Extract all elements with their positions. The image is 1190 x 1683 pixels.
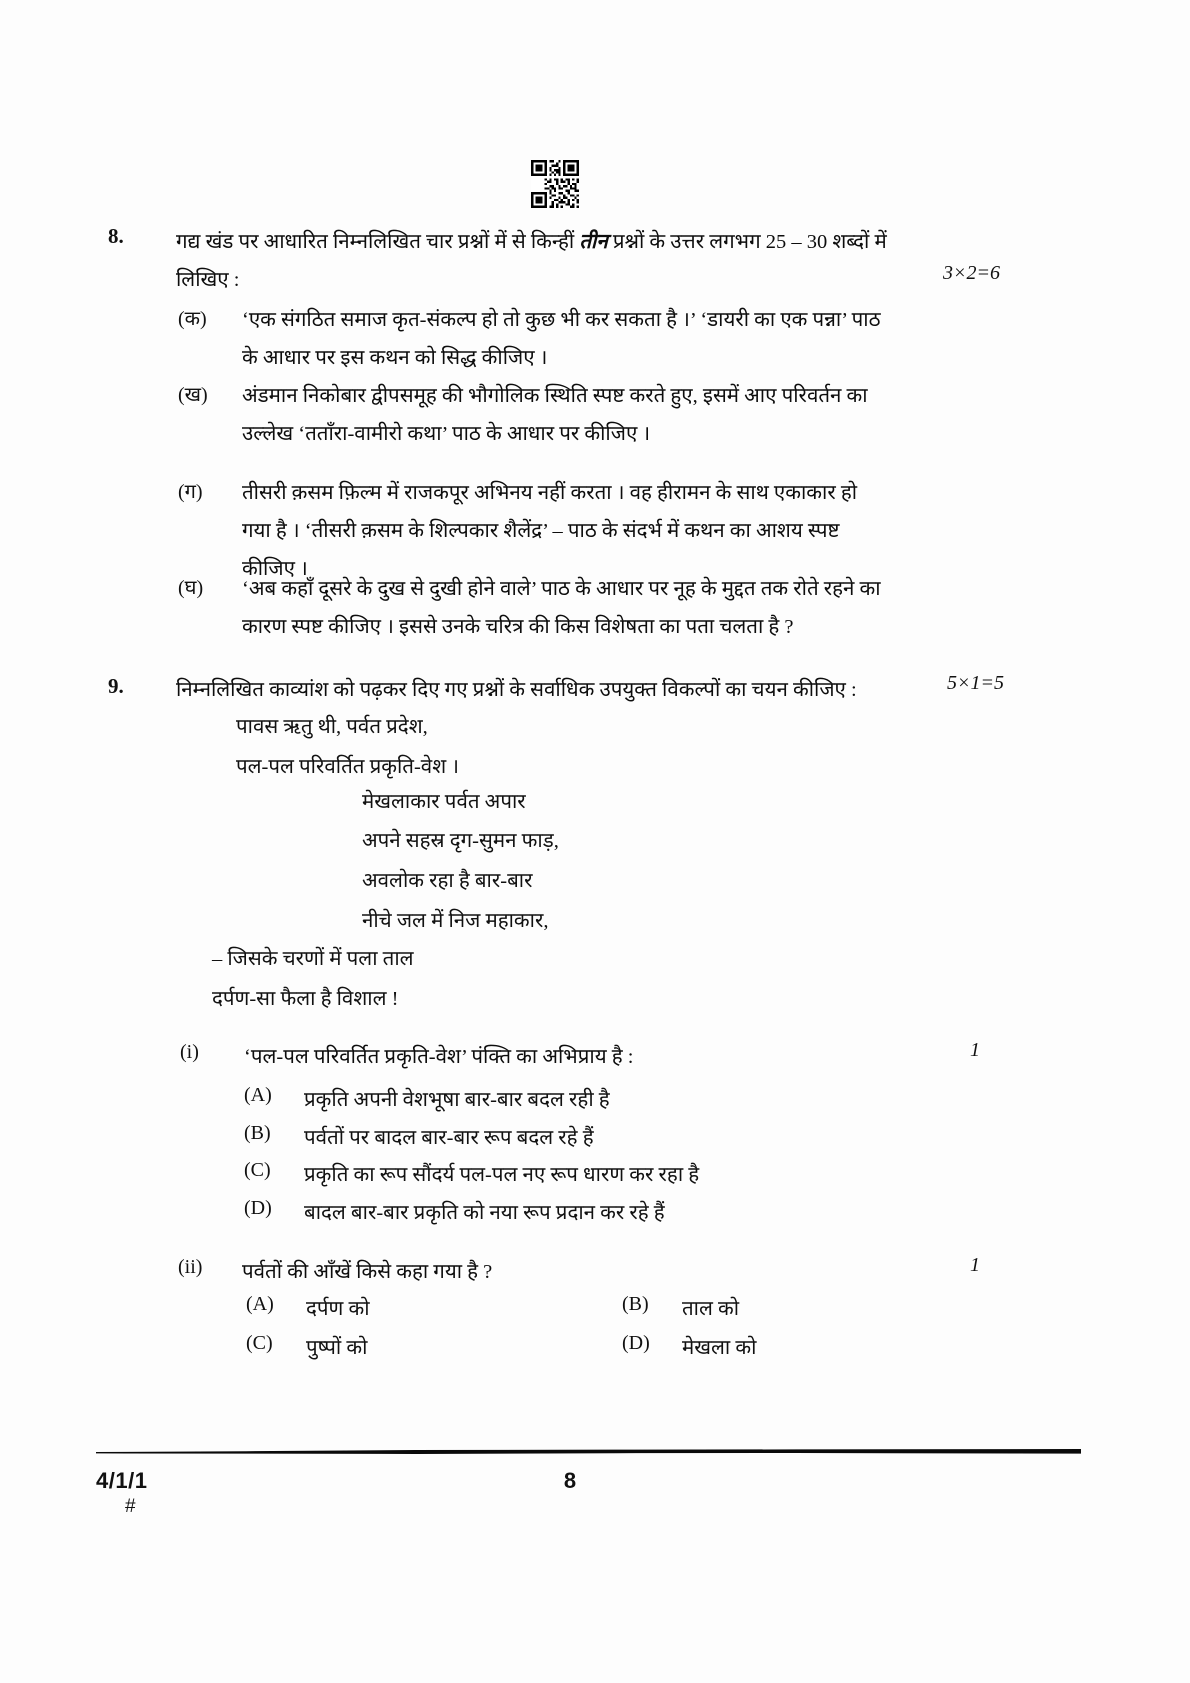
poem-line-7: – जिसके चरणों में पला ताल — [212, 948, 414, 970]
question-8-part-ka-label: (क) — [178, 308, 207, 330]
option-i-c-text[interactable]: प्रकृति का रूप सौंदर्य पल-पल नए रूप धारण कर रहा है — [304, 1164, 700, 1186]
question-8-part-ka-line1: ‘एक संगठित समाज कृत-संकल्प हो तो कुछ भी कर सकता है ।’ ‘डायरी का एक पन्ना’ पाठ — [242, 309, 881, 331]
question-8-part-gha-line1: ‘अब कहाँ दूसरे के दुख से दुखी होने वाले’ पाठ के आधार पर नूह के मुद्दत तक रोते रहने का — [242, 578, 881, 600]
question-8-part-ga-line2: गया है । ‘तीसरी क़सम के शिल्पकार शैलेंद्र’ – पाठ के संदर्भ में कथन का आशय स्पष्ट — [242, 520, 840, 542]
option-ii-a-letter[interactable]: (A) — [246, 1293, 274, 1315]
poem-line-8: दर्पण-सा फैला है विशाल ! — [212, 988, 399, 1010]
page-number: 8 — [563, 1468, 577, 1493]
paper-code: 4/1/1 — [96, 1468, 148, 1493]
option-i-b-text[interactable]: पर्वतों पर बादल बार-बार रूप बदल रहे हैं — [304, 1127, 594, 1149]
sub-question-i-marks: 1 — [970, 1039, 980, 1061]
sub-question-ii-label: (ii) — [178, 1256, 203, 1278]
option-i-d-text[interactable]: बादल बार-बार प्रकृति को नया रूप प्रदान कर रहे हैं — [304, 1202, 665, 1224]
q8-stem-part-a: गद्य खंड पर आधारित निम्नलिखित चार प्रश्नों में से किन्हीं — [176, 231, 580, 253]
sub-question-ii-marks: 1 — [970, 1254, 980, 1276]
question-8-part-kha-label: (ख) — [178, 384, 208, 406]
question-8-part-ga-line3: कीजिए । — [242, 558, 308, 580]
question-8-part-gha-line2: कारण स्पष्ट कीजिए । इससे उनके चरित्र की किस विशेषता का पता चलता है ? — [242, 616, 794, 638]
option-ii-c-letter[interactable]: (C) — [246, 1332, 273, 1354]
footer-divider — [96, 1448, 1081, 1457]
option-ii-a-text[interactable]: दर्पण को — [306, 1298, 370, 1320]
footer-hash-mark: # — [125, 1496, 136, 1517]
option-i-d-letter[interactable]: (D) — [244, 1197, 272, 1219]
question-8-part-ga-label: (ग) — [178, 481, 203, 503]
option-i-a-text[interactable]: प्रकृति अपनी वेशभूषा बार-बार बदल रही है — [304, 1089, 610, 1111]
question-8-part-gha-label: (घ) — [178, 577, 204, 599]
poem-line-2: पल-पल परिवर्तित प्रकृति-वेश । — [236, 756, 460, 778]
question-8-marks: 3×2=6 — [943, 262, 1000, 284]
question-8-stem-line2: लिखिए : — [176, 269, 240, 291]
poem-line-1: पावस ऋतु थी, पर्वत प्रदेश, — [236, 716, 428, 738]
sub-question-i-stem: ‘पल-पल परिवर्तित प्रकृति-वेश’ पंक्ति का अभिप्राय है : — [244, 1046, 634, 1068]
option-ii-c-text[interactable]: पुष्पों को — [306, 1337, 368, 1359]
question-8-number: 8. — [108, 224, 124, 248]
q8-stem-emphasis: तीन — [579, 231, 608, 253]
option-ii-d-text[interactable]: मेखला को — [682, 1337, 757, 1359]
q8-stem-part-b: प्रश्नों के उत्तर लगभग 25 – 30 शब्दों में — [607, 231, 887, 253]
option-i-b-letter[interactable]: (B) — [244, 1122, 271, 1144]
question-8-stem-line1 — [176, 222, 986, 262]
poem-line-6: नीचे जल में निज महाकार, — [362, 910, 549, 932]
question-9-stem: निम्नलिखित काव्यांश को पढ़कर दिए गए प्रश्नों के सर्वाधिक उपयुक्त विकल्पों का चयन कीजिए : — [176, 679, 857, 701]
option-ii-b-text[interactable]: ताल को — [682, 1298, 740, 1320]
question-9-number: 9. — [108, 674, 124, 698]
question-8-part-ka-line2: के आधार पर इस कथन को सिद्ध कीजिए । — [242, 347, 548, 369]
sub-question-ii-stem: पर्वतों की आँखें किसे कहा गया है ? — [242, 1261, 493, 1283]
question-8-part-ga-line1: तीसरी क़सम फ़िल्म में राजकपूर अभिनय नहीं करता । वह हीरामन के साथ एकाकार हो — [242, 482, 858, 504]
question-8-part-kha-line1: अंडमान निकोबार द्वीपसमूह की भौगोलिक स्थिति स्पष्ट करते हुए, इसमें आए परिवर्तन का — [242, 385, 868, 407]
option-ii-b-letter[interactable]: (B) — [622, 1293, 649, 1315]
sub-question-i-label: (i) — [180, 1041, 199, 1063]
option-i-a-letter[interactable]: (A) — [244, 1084, 272, 1106]
poem-line-5: अवलोक रहा है बार-बार — [362, 870, 533, 892]
qr-code — [528, 160, 582, 208]
option-ii-d-letter[interactable]: (D) — [622, 1332, 650, 1354]
poem-line-3: मेखलाकार पर्वत अपार — [362, 791, 526, 813]
poem-line-4: अपने सहस्र दृग-सुमन फाड़, — [362, 830, 559, 852]
question-8-part-kha-line2: उल्लेख ‘तताँरा-वामीरो कथा’ पाठ के आधार पर कीजिए । — [242, 423, 651, 445]
option-i-c-letter[interactable]: (C) — [244, 1159, 271, 1181]
question-9-marks: 5×1=5 — [947, 672, 1004, 694]
